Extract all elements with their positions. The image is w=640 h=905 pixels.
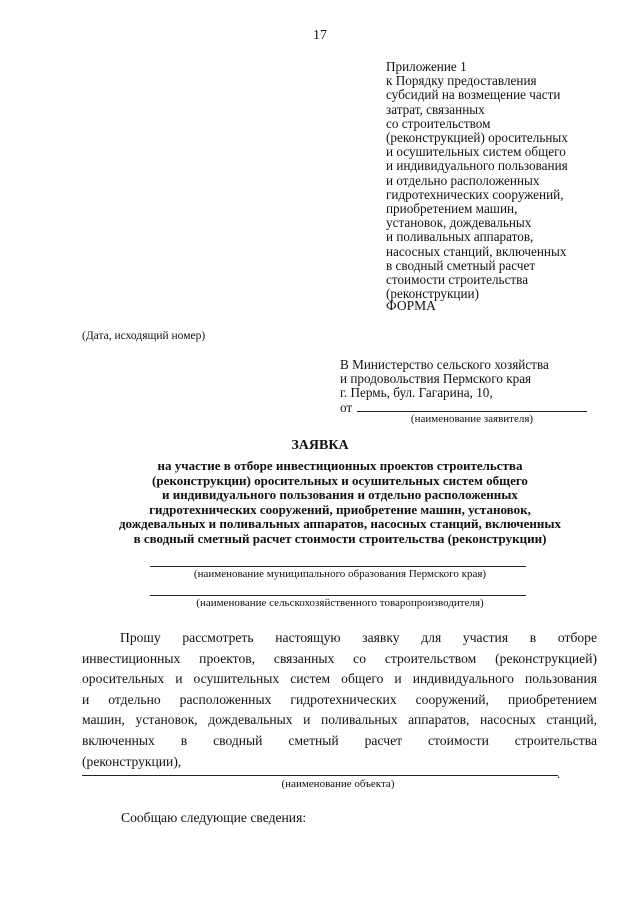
appendix-line: установок, дождевальных	[386, 215, 532, 231]
subtitle-line: на участие в отборе инвестиционных проектов строительства	[157, 458, 523, 473]
applicant-name-field[interactable]	[357, 411, 587, 412]
appendix-line: и отдельно расположенных	[386, 172, 540, 188]
appendix-line: затрат, связанных	[386, 101, 485, 117]
paragraph-line: включенных в сводный сметный расчет стоимости строительства	[82, 732, 597, 748]
paragraph-line: и отдельно расположенных гидротехнических сооружений, приобретением	[82, 691, 597, 707]
paragraph-line: инвестиционных проектов, связанных со строительством (реконструкцией)	[82, 650, 597, 666]
applicant-caption: (наименование заявителя)	[410, 413, 534, 425]
appendix-header	[386, 60, 626, 301]
addressee-block	[340, 358, 600, 415]
municipality-field[interactable]	[150, 566, 526, 567]
appendix-line: (реконструкцией) оросительных	[386, 130, 568, 146]
page-number: 17	[313, 28, 327, 43]
subtitle-line: (реконструкции) оросительных и осушительных систем общего	[152, 472, 528, 488]
appendix-line: Приложение 1	[386, 59, 467, 74]
appendix-line: гидротехнических сооружений,	[386, 186, 564, 202]
paragraph-line: (реконструкции),	[82, 753, 182, 769]
object-line-end: .	[557, 766, 561, 781]
date-number-label: (Дата, исходящий номер)	[82, 330, 206, 342]
document-title: ЗАЯВКА	[291, 438, 349, 453]
addressee-line: В Министерство сельского хозяйства	[340, 357, 549, 372]
appendix-line: субсидий на возмещение части	[386, 87, 561, 103]
subtitle-line: гидротехнических сооружений, приобретение машин, установок,	[149, 501, 531, 517]
subtitle-line: в сводный сметный расчет стоимости строительства (реконструкции)	[133, 530, 547, 546]
info-intro: Сообщаю следующие сведения:	[121, 810, 307, 825]
paragraph-line: Прошу рассмотреть настоящую заявку для участия в отборе	[120, 630, 597, 645]
addressee-line: г. Пермь, бул. Гагарина, 10,	[340, 385, 493, 401]
request-paragraph	[82, 628, 597, 772]
appendix-line: насосных станций, включенных	[386, 243, 567, 259]
appendix-line: к Порядку предоставления	[386, 73, 537, 89]
appendix-line: в сводный сметный расчет	[386, 257, 536, 273]
appendix-line: стоимости строительства	[386, 272, 529, 288]
appendix-line: и поливальных аппаратов,	[386, 229, 534, 245]
document-subtitle	[80, 459, 600, 547]
appendix-line: и осушительных систем общего	[386, 144, 566, 160]
appendix-line: со строительством	[386, 115, 491, 131]
appendix-line: и индивидуального пользования	[386, 158, 568, 174]
from-label: от	[340, 399, 353, 415]
subtitle-line: дождевальных и поливальных аппаратов, насосных станций, включенных	[118, 516, 562, 532]
object-caption: (наименование объекта)	[281, 778, 395, 790]
appendix-line: (реконструкции)	[386, 286, 479, 302]
appendix-line: приобретением машин,	[386, 201, 518, 217]
addressee-line: и продовольствия Пермского края	[340, 371, 532, 387]
producer-caption: (наименование сельскохозяйственного товаропроизводителя)	[196, 597, 484, 609]
object-name-field[interactable]	[82, 775, 558, 776]
form-label: ФОРМА	[386, 298, 436, 313]
paragraph-line: машин, установок, дождевальных и поливальных аппаратов, насосных станций,	[82, 712, 597, 728]
subtitle-line: и индивидуального пользования и отдельно расположенных	[162, 487, 518, 503]
producer-field[interactable]	[150, 595, 526, 596]
paragraph-line: оросительных и осушительных систем общего и индивидуального пользования	[82, 671, 597, 687]
municipality-caption: (наименование муниципального образования Пермского края)	[193, 568, 487, 580]
